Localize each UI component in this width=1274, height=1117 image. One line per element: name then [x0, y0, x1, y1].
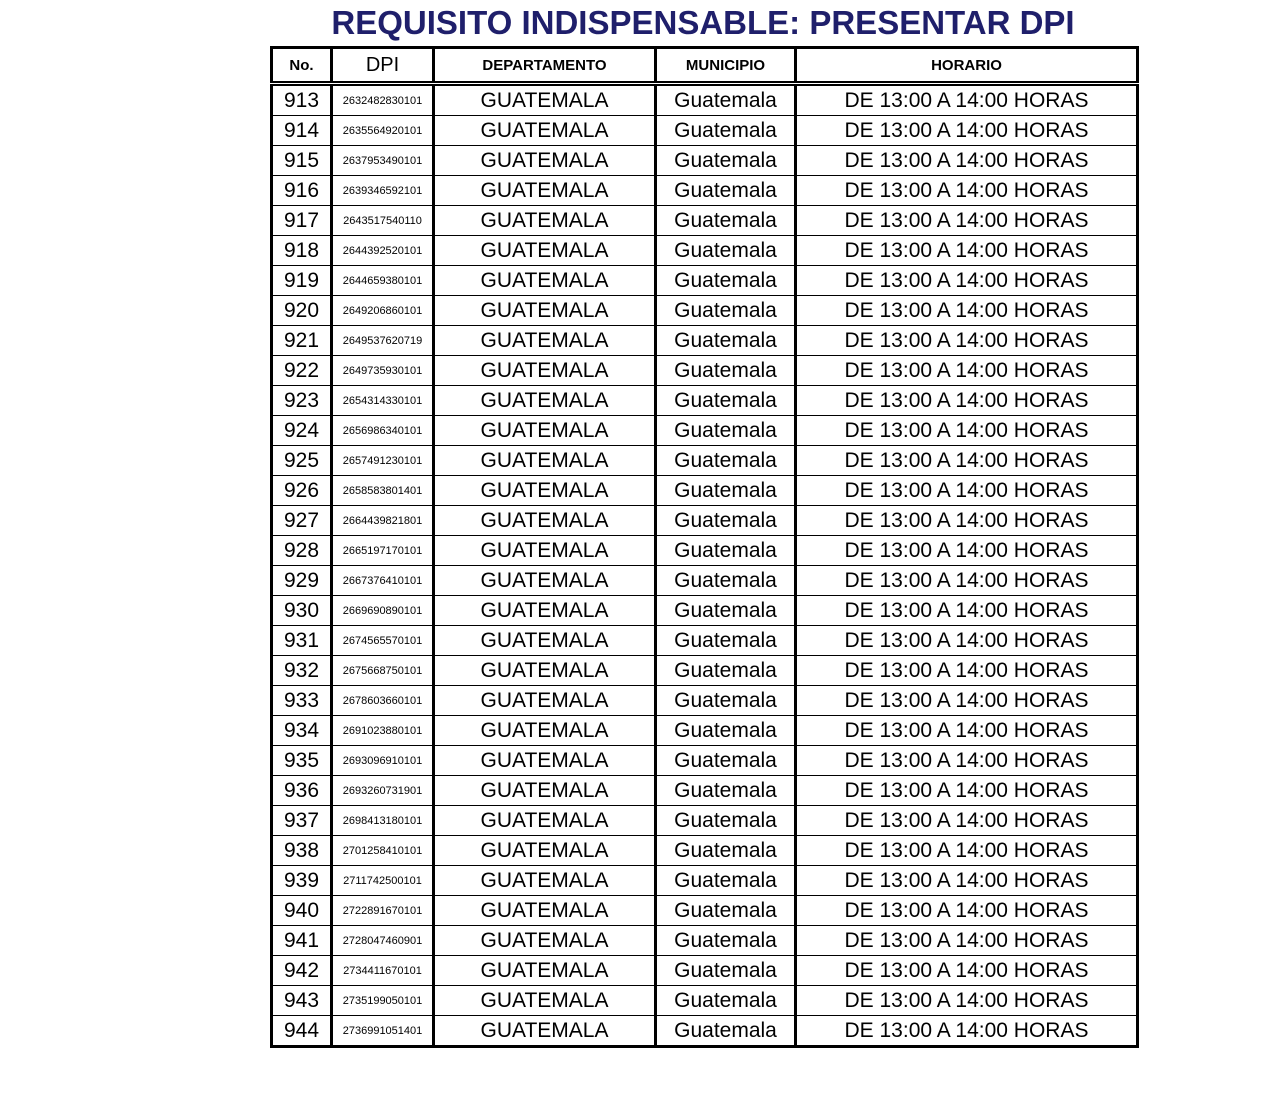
cell-dpi: 2649735930101: [332, 356, 434, 386]
table-row: [272, 1016, 1138, 1047]
table-row: [272, 356, 1138, 386]
cell-no: 916: [272, 176, 332, 206]
cell-no: 913: [272, 84, 332, 116]
cell-departamento: GUATEMALA: [434, 866, 656, 896]
cell-departamento: GUATEMALA: [434, 386, 656, 416]
cell-municipio: Guatemala: [656, 716, 796, 746]
cell-horario: DE 13:00 A 14:00 HORAS: [796, 806, 1138, 836]
cell-dpi: 2698413180101: [332, 806, 434, 836]
cell-municipio: Guatemala: [656, 116, 796, 146]
cell-horario: DE 13:00 A 14:00 HORAS: [796, 896, 1138, 926]
cell-dpi: 2675668750101: [332, 656, 434, 686]
cell-horario: DE 13:00 A 14:00 HORAS: [796, 476, 1138, 506]
table-row: [272, 416, 1138, 446]
table-row: [272, 596, 1138, 626]
cell-horario: DE 13:00 A 14:00 HORAS: [796, 416, 1138, 446]
cell-no: 928: [272, 536, 332, 566]
table-row: [272, 386, 1138, 416]
cell-municipio: Guatemala: [656, 176, 796, 206]
cell-no: 936: [272, 776, 332, 806]
cell-no: 921: [272, 326, 332, 356]
cell-dpi: 2654314330101: [332, 386, 434, 416]
cell-municipio: Guatemala: [656, 656, 796, 686]
column-header-no: No.: [272, 48, 332, 84]
cell-horario: DE 13:00 A 14:00 HORAS: [796, 356, 1138, 386]
cell-dpi: 2639346592101: [332, 176, 434, 206]
cell-no: 940: [272, 896, 332, 926]
cell-municipio: Guatemala: [656, 596, 796, 626]
cell-no: 943: [272, 986, 332, 1016]
cell-horario: DE 13:00 A 14:00 HORAS: [796, 116, 1138, 146]
cell-dpi: 2643517540110: [332, 206, 434, 236]
cell-no: 941: [272, 926, 332, 956]
cell-horario: DE 13:00 A 14:00 HORAS: [796, 446, 1138, 476]
cell-horario: DE 13:00 A 14:00 HORAS: [796, 926, 1138, 956]
cell-departamento: GUATEMALA: [434, 656, 656, 686]
cell-municipio: Guatemala: [656, 476, 796, 506]
cell-departamento: GUATEMALA: [434, 296, 656, 326]
cell-no: 938: [272, 836, 332, 866]
cell-dpi: 2693096910101: [332, 746, 434, 776]
cell-departamento: GUATEMALA: [434, 476, 656, 506]
table-row: [272, 146, 1138, 176]
registration-table: [270, 46, 1139, 1048]
cell-no: 944: [272, 1016, 332, 1047]
cell-no: 934: [272, 716, 332, 746]
cell-municipio: Guatemala: [656, 566, 796, 596]
cell-departamento: GUATEMALA: [434, 836, 656, 866]
cell-no: 937: [272, 806, 332, 836]
cell-dpi: 2667376410101: [332, 566, 434, 596]
cell-departamento: GUATEMALA: [434, 806, 656, 836]
table-row: [272, 746, 1138, 776]
cell-departamento: GUATEMALA: [434, 176, 656, 206]
cell-departamento: GUATEMALA: [434, 566, 656, 596]
table-row: [272, 266, 1138, 296]
cell-horario: DE 13:00 A 14:00 HORAS: [796, 656, 1138, 686]
table-row: [272, 716, 1138, 746]
cell-dpi: 2728047460901: [332, 926, 434, 956]
cell-municipio: Guatemala: [656, 776, 796, 806]
cell-no: 923: [272, 386, 332, 416]
table-body: [272, 84, 1138, 1047]
cell-departamento: GUATEMALA: [434, 266, 656, 296]
cell-dpi: 2674565570101: [332, 626, 434, 656]
cell-horario: DE 13:00 A 14:00 HORAS: [796, 506, 1138, 536]
cell-municipio: Guatemala: [656, 84, 796, 116]
table-row: [272, 206, 1138, 236]
table-row: [272, 866, 1138, 896]
table-row: [272, 116, 1138, 146]
cell-departamento: GUATEMALA: [434, 356, 656, 386]
table-row: [272, 896, 1138, 926]
cell-municipio: Guatemala: [656, 446, 796, 476]
cell-dpi: 2734411670101: [332, 956, 434, 986]
cell-municipio: Guatemala: [656, 356, 796, 386]
cell-municipio: Guatemala: [656, 956, 796, 986]
cell-dpi: 2678603660101: [332, 686, 434, 716]
cell-municipio: Guatemala: [656, 296, 796, 326]
cell-horario: DE 13:00 A 14:00 HORAS: [796, 776, 1138, 806]
cell-horario: DE 13:00 A 14:00 HORAS: [796, 176, 1138, 206]
column-header-departamento: DEPARTAMENTO: [434, 48, 656, 84]
table-row: [272, 956, 1138, 986]
cell-municipio: Guatemala: [656, 536, 796, 566]
cell-departamento: GUATEMALA: [434, 956, 656, 986]
cell-horario: DE 13:00 A 14:00 HORAS: [796, 236, 1138, 266]
cell-horario: DE 13:00 A 14:00 HORAS: [796, 326, 1138, 356]
cell-municipio: Guatemala: [656, 326, 796, 356]
table-row: [272, 176, 1138, 206]
cell-horario: DE 13:00 A 14:00 HORAS: [796, 266, 1138, 296]
cell-horario: DE 13:00 A 14:00 HORAS: [796, 206, 1138, 236]
cell-no: 930: [272, 596, 332, 626]
cell-municipio: Guatemala: [656, 236, 796, 266]
table-row: [272, 506, 1138, 536]
cell-horario: DE 13:00 A 14:00 HORAS: [796, 146, 1138, 176]
cell-no: 920: [272, 296, 332, 326]
cell-dpi: 2669690890101: [332, 596, 434, 626]
table-row: [272, 536, 1138, 566]
cell-municipio: Guatemala: [656, 686, 796, 716]
cell-dpi: 2637953490101: [332, 146, 434, 176]
cell-no: 942: [272, 956, 332, 986]
cell-departamento: GUATEMALA: [434, 536, 656, 566]
cell-departamento: GUATEMALA: [434, 596, 656, 626]
cell-municipio: Guatemala: [656, 806, 796, 836]
cell-dpi: 2635564920101: [332, 116, 434, 146]
cell-dpi: 2711742500101: [332, 866, 434, 896]
cell-departamento: GUATEMALA: [434, 686, 656, 716]
cell-horario: DE 13:00 A 14:00 HORAS: [796, 686, 1138, 716]
table-row: [272, 296, 1138, 326]
cell-dpi: 2656986340101: [332, 416, 434, 446]
cell-departamento: GUATEMALA: [434, 986, 656, 1016]
cell-dpi: 2736991051401: [332, 1016, 434, 1047]
column-header-dpi: DPI: [332, 48, 434, 84]
column-header-horario: HORARIO: [796, 48, 1138, 84]
cell-departamento: GUATEMALA: [434, 84, 656, 116]
cell-departamento: GUATEMALA: [434, 446, 656, 476]
cell-departamento: GUATEMALA: [434, 896, 656, 926]
cell-dpi: 2722891670101: [332, 896, 434, 926]
cell-departamento: GUATEMALA: [434, 776, 656, 806]
cell-departamento: GUATEMALA: [434, 146, 656, 176]
cell-no: 939: [272, 866, 332, 896]
table-header: [272, 48, 1138, 84]
cell-municipio: Guatemala: [656, 866, 796, 896]
cell-horario: DE 13:00 A 14:00 HORAS: [796, 836, 1138, 866]
cell-horario: DE 13:00 A 14:00 HORAS: [796, 956, 1138, 986]
cell-dpi: 2664439821801: [332, 506, 434, 536]
cell-departamento: GUATEMALA: [434, 116, 656, 146]
cell-municipio: Guatemala: [656, 746, 796, 776]
cell-dpi: 2644659380101: [332, 266, 434, 296]
cell-no: 917: [272, 206, 332, 236]
cell-departamento: GUATEMALA: [434, 206, 656, 236]
cell-departamento: GUATEMALA: [434, 326, 656, 356]
cell-no: 926: [272, 476, 332, 506]
cell-horario: DE 13:00 A 14:00 HORAS: [796, 866, 1138, 896]
table-row: [272, 836, 1138, 866]
cell-dpi: 2693260731901: [332, 776, 434, 806]
table-row: [272, 326, 1138, 356]
cell-municipio: Guatemala: [656, 626, 796, 656]
cell-municipio: Guatemala: [656, 926, 796, 956]
cell-horario: DE 13:00 A 14:00 HORAS: [796, 566, 1138, 596]
page-title: REQUISITO INDISPENSABLE: PRESENTAR DPI: [331, 4, 1075, 41]
cell-municipio: Guatemala: [656, 506, 796, 536]
cell-municipio: Guatemala: [656, 146, 796, 176]
cell-dpi: 2658583801401: [332, 476, 434, 506]
cell-dpi: 2632482830101: [332, 84, 434, 116]
cell-dpi: 2735199050101: [332, 986, 434, 1016]
cell-departamento: GUATEMALA: [434, 236, 656, 266]
cell-departamento: GUATEMALA: [434, 626, 656, 656]
cell-horario: DE 13:00 A 14:00 HORAS: [796, 596, 1138, 626]
cell-departamento: GUATEMALA: [434, 416, 656, 446]
cell-no: 919: [272, 266, 332, 296]
cell-no: 935: [272, 746, 332, 776]
cell-horario: DE 13:00 A 14:00 HORAS: [796, 84, 1138, 116]
table-row: [272, 686, 1138, 716]
cell-no: 931: [272, 626, 332, 656]
cell-municipio: Guatemala: [656, 1016, 796, 1047]
cell-departamento: GUATEMALA: [434, 1016, 656, 1047]
cell-departamento: GUATEMALA: [434, 926, 656, 956]
cell-dpi: 2691023880101: [332, 716, 434, 746]
cell-no: 929: [272, 566, 332, 596]
cell-dpi: 2665197170101: [332, 536, 434, 566]
cell-municipio: Guatemala: [656, 836, 796, 866]
table-row: [272, 626, 1138, 656]
table-row: [272, 656, 1138, 686]
cell-municipio: Guatemala: [656, 986, 796, 1016]
cell-dpi: 2649537620719: [332, 326, 434, 356]
cell-horario: DE 13:00 A 14:00 HORAS: [796, 716, 1138, 746]
cell-municipio: Guatemala: [656, 206, 796, 236]
cell-horario: DE 13:00 A 14:00 HORAS: [796, 386, 1138, 416]
cell-municipio: Guatemala: [656, 416, 796, 446]
cell-municipio: Guatemala: [656, 896, 796, 926]
header-row: [272, 48, 1138, 84]
cell-municipio: Guatemala: [656, 266, 796, 296]
cell-no: 915: [272, 146, 332, 176]
table-row: [272, 806, 1138, 836]
cell-horario: DE 13:00 A 14:00 HORAS: [796, 746, 1138, 776]
cell-dpi: 2649206860101: [332, 296, 434, 326]
cell-no: 914: [272, 116, 332, 146]
cell-departamento: GUATEMALA: [434, 716, 656, 746]
cell-departamento: GUATEMALA: [434, 746, 656, 776]
table-row: [272, 926, 1138, 956]
cell-dpi: 2657491230101: [332, 446, 434, 476]
cell-no: 933: [272, 686, 332, 716]
table-row: [272, 476, 1138, 506]
cell-no: 918: [272, 236, 332, 266]
cell-departamento: GUATEMALA: [434, 506, 656, 536]
cell-horario: DE 13:00 A 14:00 HORAS: [796, 1016, 1138, 1047]
cell-dpi: 2701258410101: [332, 836, 434, 866]
table-row: [272, 236, 1138, 266]
table-row: [272, 986, 1138, 1016]
cell-horario: DE 13:00 A 14:00 HORAS: [796, 626, 1138, 656]
cell-no: 932: [272, 656, 332, 686]
table-row: [272, 776, 1138, 806]
cell-no: 922: [272, 356, 332, 386]
cell-no: 927: [272, 506, 332, 536]
cell-no: 924: [272, 416, 332, 446]
cell-no: 925: [272, 446, 332, 476]
column-header-municipio: MUNICIPIO: [656, 48, 796, 84]
cell-horario: DE 13:00 A 14:00 HORAS: [796, 986, 1138, 1016]
table-row: [272, 566, 1138, 596]
cell-dpi: 2644392520101: [332, 236, 434, 266]
cell-horario: DE 13:00 A 14:00 HORAS: [796, 536, 1138, 566]
table-row: [272, 84, 1138, 116]
cell-horario: DE 13:00 A 14:00 HORAS: [796, 296, 1138, 326]
table-row: [272, 446, 1138, 476]
cell-municipio: Guatemala: [656, 386, 796, 416]
